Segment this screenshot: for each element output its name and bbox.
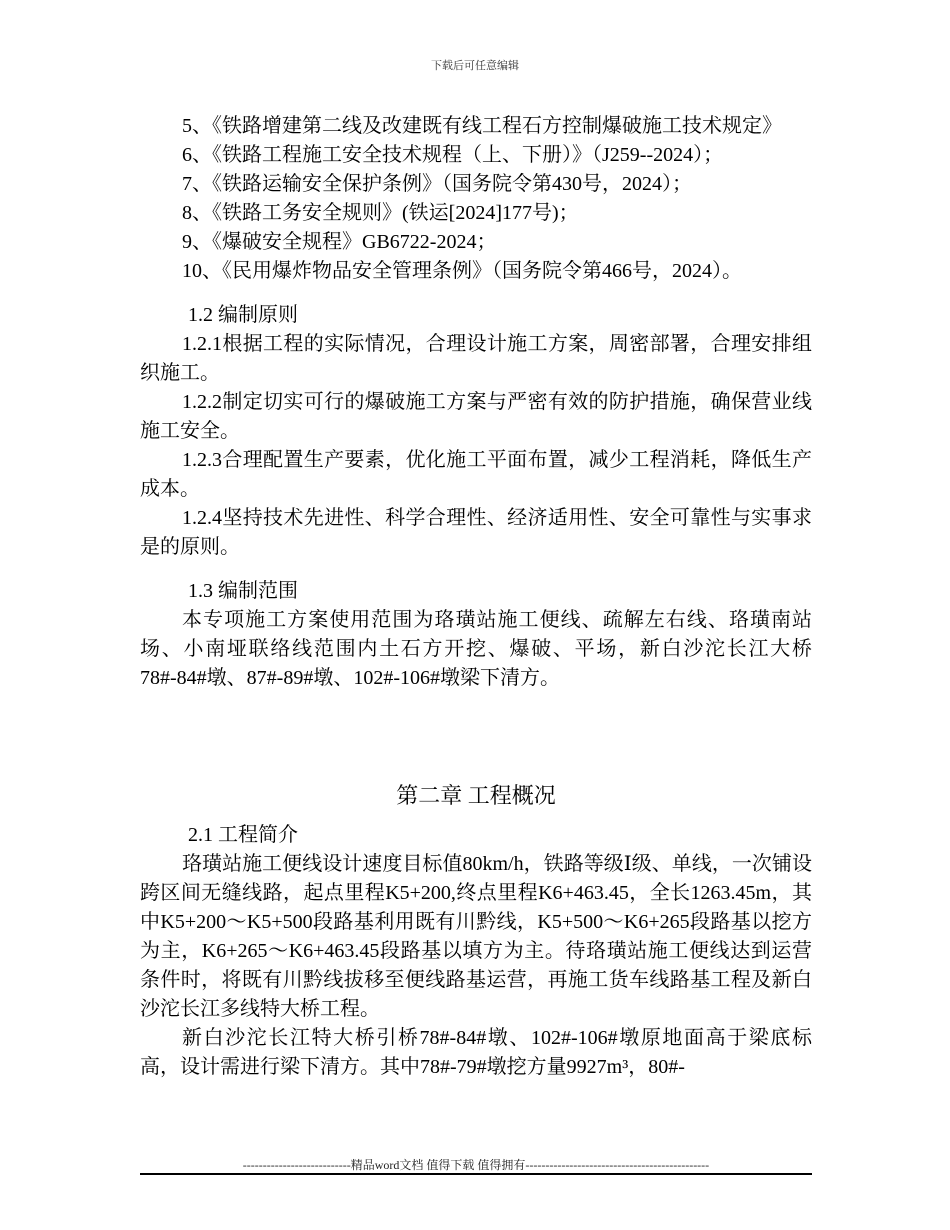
overview-paragraph: 珞璜站施工便线设计速度目标值80km/h，铁路等级Ⅰ级、单线，一次铺设跨区间无缝线路，起点里程K5+200,终点里程K6+463.45，全长1263.45m，其中K5+200～K5+500段路基利用既有川黔线，K5+500～K6+265段路基以挖方为主，K6+265～K6+463.45段路基以填方为主。待珞璜站施工便线达到运营条件时，将既有川黔线拔移至便线路基运营，再施工货车线路基工程及新白沙沱长江多线特大桥工程。 — [140, 853, 812, 1020]
section-heading-1-2: 1.2 编制原则 — [188, 304, 298, 326]
reference-item: 9、《爆破安全规程》GB6722-2024； — [182, 231, 497, 253]
document-body — [140, 112, 812, 1082]
principle-item: 1.2.4坚持技术先进性、科学合理性、经济适用性、安全可靠性与实事求是的原则。 — [140, 507, 812, 558]
page-header: 下载后可任意编辑 — [431, 60, 519, 72]
reference-item: 5、《铁路增建第二线及改建既有线工程石方控制爆破施工技术规定》 — [182, 115, 782, 137]
reference-item: 6、《铁路工程施工安全技术规程（上、下册）》（J259--2024）； — [182, 144, 724, 166]
reference-item: 7、《铁路运输安全保护条例》（国务院令第430号，2024）； — [182, 173, 692, 195]
section-heading-1-3: 1.3 编制范围 — [188, 580, 298, 602]
principle-item: 1.2.3合理配置生产要素，优化施工平面布置，减少工程消耗，降低生产成本。 — [140, 449, 812, 500]
principle-item: 1.2.2制定切实可行的爆破施工方案与严密有效的防护措施，确保营业线施工安全。 — [140, 391, 812, 442]
principle-item: 1.2.1根据工程的实际情况，合理设计施工方案，周密部署，合理安排组织施工。 — [140, 333, 812, 384]
overview-paragraph: 新白沙沱长江特大桥引桥78#-84#墩、102#-106#墩原地面高于梁底标高，设计需进行梁下清方。其中78#-79#墩挖方量9927m³，80#- — [140, 1027, 812, 1078]
chapter-title: 第二章 工程概况 — [396, 783, 556, 808]
section-heading-2-1: 2.1 工程简介 — [188, 824, 298, 846]
page-footer: ---------------------------精品word文档 值得下载 值得拥有---------------------------------------------- — [242, 1158, 710, 1172]
scope-paragraph: 本专项施工方案使用范围为珞璜站施工便线、疏解左右线、珞璜南站场、小南垭联络线范围内土石方开挖、爆破、平场，新白沙沱长江大桥78#-84#墩、87#-89#墩、102#-106#墩梁下清方。 — [140, 609, 812, 689]
reference-item: 8、《铁路工务安全规则》(铁运[2024]177号)； — [182, 202, 579, 224]
reference-item: 10、《民用爆炸物品安全管理条例》（国务院令第466号，2024）。 — [182, 260, 742, 282]
footer-rule — [140, 1173, 812, 1175]
